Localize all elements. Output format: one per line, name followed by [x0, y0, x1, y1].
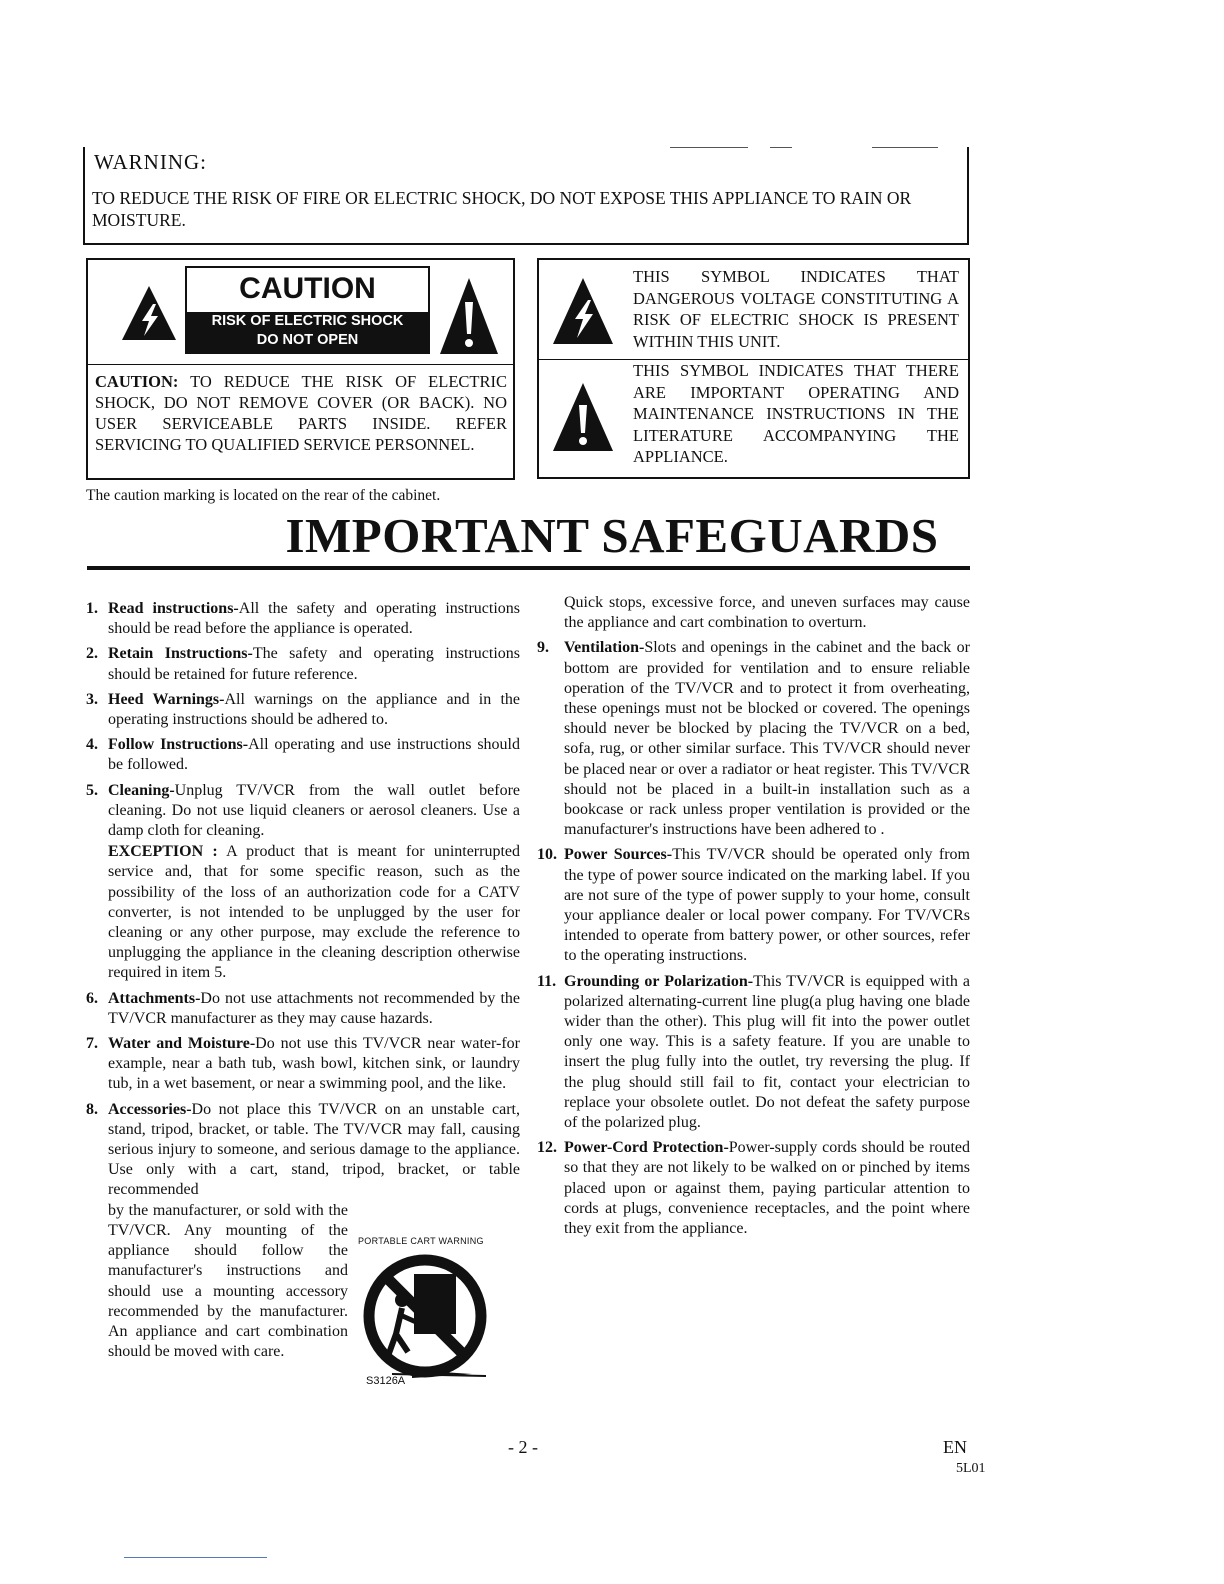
- item-text: Do not place this TV/VCR on an unstable cart, stand, tripod, bracket, or table. The TV/VCR may fall, causing serious injury to someone, and serious damage to the appliance. Use only with a cart, stand, tripod, bracket, or table recommended: [108, 1100, 520, 1199]
- cart-code: S3126A: [366, 1375, 406, 1387]
- item-heading: Accessories-: [108, 1100, 192, 1118]
- item-number: 8.: [86, 1100, 98, 1118]
- exclamation-symbol-icon: [551, 381, 615, 453]
- item-text: All operating and use instructions should be followed.: [108, 736, 520, 774]
- cabinet-note: The caution marking is located on the rear of the cabinet.: [86, 487, 441, 504]
- item-number: 1.: [86, 600, 98, 617]
- list-item: [86, 989, 520, 1029]
- list-item: [537, 1138, 970, 1239]
- list-item: [537, 593, 970, 633]
- lightning-warning-icon: [120, 284, 178, 342]
- item-heading: Water and Moisture-: [108, 1035, 256, 1053]
- item-heading: Retain Instructions-: [108, 645, 253, 663]
- list-item: [86, 599, 520, 639]
- item-number: 2.: [86, 645, 98, 663]
- exclamation-symbol-text: THIS SYMBOL INDICATES THAT THERE ARE IMPORTANT OPERATING AND MAINTENANCE INSTRUCTIONS IN THE LITERATURE ACCOMPANYING THE APPLIANCE.: [633, 361, 959, 466]
- item-number: 3.: [86, 690, 98, 708]
- item-text: All the safety and operating instructions should be read before the appliance is operated.: [108, 600, 521, 638]
- item-text: Do not use this TV/VCR near water-for example, near a bath tub, wash bowl, kitchen sink, or laundry tub, in a wet basement, or near a swimming pool, and the like.: [108, 1035, 520, 1093]
- item-number: 7.: [86, 1035, 98, 1053]
- item-number: 6.: [86, 989, 98, 1007]
- item-text: This TV/VCR should be operated only from the type of power source indicated on the marking label. If you are not sure of the type of power supply to your home, consult your appliance dealer or local power company. For TV/VCRs intended to operate from battery power, or other sources, refer to the operating instructions.: [564, 846, 970, 965]
- warning-title: WARNING:: [94, 150, 207, 174]
- caution-text-label: CAUTION:: [95, 372, 179, 391]
- item-number: 9.: [537, 639, 549, 657]
- item-number: 4.: [86, 736, 98, 754]
- caution-bar-line1: RISK OF ELECTRIC SHOCK: [211, 313, 404, 329]
- item-number: 10.: [537, 846, 557, 864]
- top-dash: [670, 147, 748, 148]
- item-text: All warnings on the appliance and in the operating instructions should be adhered to.: [108, 690, 520, 729]
- list-item: [86, 644, 520, 684]
- item-number: [537, 593, 564, 633]
- list-item: [537, 845, 970, 966]
- lightning-symbol-icon: [551, 276, 615, 346]
- list-item: [86, 735, 520, 775]
- page-number: - 2 -: [508, 1437, 538, 1457]
- item-number: 11.: [537, 972, 557, 990]
- item-text: Power-supply cords should be routed so that they are not likely to be walked on or pinched by items placed upon or against them, paying particular attention to cords at plugs, convenience receptacles, and the point where they exit from the appliance.: [564, 1139, 970, 1238]
- exception-paragraph: [108, 842, 520, 983]
- item-heading: Attachments-: [108, 989, 201, 1007]
- item-number: 12.: [537, 1139, 557, 1157]
- portable-cart-label: PORTABLE CART WARNING: [358, 1236, 484, 1246]
- item-text: Slots and openings in the cabinet and the back or bottom are provided for ventilation and to ensure reliable operation of the TV/VCR and to protect it from overheating, these openings must not be blocked or covered. The openings should never be blocked by placing the TV/VCR on a bed, sofa, rug, or other similar surface. This TV/VCR should never be placed near or over a radiator or heat register. This TV/VCR should not be placed in a built-in installation such as a bookcase or rack unless proper ventilation is provided or the manufacturer's instructions have been adhered to .: [564, 639, 970, 839]
- item-heading: Follow Instructions-: [108, 736, 249, 754]
- list-item: [537, 638, 970, 840]
- item-heading: Ventilation-: [564, 639, 645, 657]
- safeguards-right-column: [537, 593, 970, 1244]
- page-title: IMPORTANT SAFEGUARDS: [285, 508, 939, 563]
- item-text: Do not use attachments not recommended by the TV/VCR manufacturer as they may cause hazards.: [108, 989, 520, 1027]
- item-text: The safety and operating instructions should be retained for future reference.: [108, 645, 521, 683]
- item-heading: Grounding or Polarization-: [564, 972, 754, 990]
- title-rule: [87, 566, 970, 570]
- item-heading: Heed Warnings-: [108, 690, 225, 708]
- item-heading: Read instructions-: [108, 600, 239, 617]
- list-item: [86, 1034, 520, 1095]
- document-code: 5L01: [956, 1461, 986, 1476]
- top-dash: [770, 147, 792, 148]
- language-mark: EN: [943, 1437, 967, 1457]
- caution-text: [95, 371, 507, 455]
- item-text-narrow: by the manufacturer, or sold with the TV/VCR. Any mounting of the appliance should follow the manufacturer's instructions and should use a mounting accessory recommended by the manufacturer. An appliance and cart combination should be moved with care.: [108, 1201, 348, 1361]
- list-item: [86, 781, 520, 984]
- caution-divider: [86, 364, 515, 365]
- item-text: Quick stops, excessive force, and uneven surfaces may cause the appliance and cart combination to overturn.: [564, 594, 970, 632]
- exclamation-warning-icon: [438, 276, 500, 356]
- item-heading: Power Sources-: [564, 846, 673, 864]
- exception-heading: EXCEPTION :: [108, 843, 218, 861]
- caution-text-body: TO REDUCE THE RISK OF ELECTRIC SHOCK, DO NOT REMOVE COVER (OR BACK). NO USER SERVICEABLE PARTS INSIDE. REFER SERVICING TO QUALIFIED SERVICE PERSONNEL.: [95, 372, 508, 454]
- item-number: 5.: [86, 781, 98, 799]
- item-heading: Cleaning-: [108, 781, 175, 799]
- list-item: [537, 972, 970, 1134]
- item-text: Unplug TV/VCR from the wall outlet before cleaning. Do not use liquid cleaners or aerosol cleaners. Use a damp cloth for cleaning.: [108, 781, 520, 840]
- top-dash: [872, 147, 938, 148]
- warning-text: TO REDUCE THE RISK OF FIRE OR ELECTRIC SHOCK, DO NOT EXPOSE THIS APPLIANCE TO RAIN OR MOISTURE.: [92, 188, 912, 230]
- portable-cart-warning-icon: [352, 1252, 494, 1392]
- caution-bar: [187, 312, 428, 352]
- list-item: [86, 690, 520, 730]
- caution-word: CAUTION: [239, 272, 376, 305]
- item-heading: Power-Cord Protection-: [564, 1139, 729, 1157]
- exception-text: A product that is meant for uninterrupted service and, that for some specific reason, such as the possibility of the loss of an authorization code for a CATV converter, is not intended to be unplugged by the user for cleaning or any other purpose, may exclude the reference to unplugging the appliance in the cleaning description otherwise required in item 5.: [108, 843, 521, 982]
- lightning-symbol-text: THIS SYMBOL INDICATES THAT DANGEROUS VOLTAGE CONSTITUTING A RISK OF ELECTRIC SHOCK IS PRESENT WITHIN THIS UNIT.: [633, 267, 959, 351]
- item-text: This TV/VCR is equipped with a polarized alternating-current line plug(a plug having one blade wider than the other). This plug will fit into the power outlet only one way. This is a safety feature. If you are unable to insert the plug fully into the outlet, try reversing the plug. If the plug should still fail to fit, contact your electrician to replace your obsolete outlet. Do not defeat the safety purpose of the polarized plug.: [564, 972, 970, 1132]
- bottom-rule: [124, 1557, 267, 1558]
- caution-bar-line2: DO NOT OPEN: [256, 332, 359, 348]
